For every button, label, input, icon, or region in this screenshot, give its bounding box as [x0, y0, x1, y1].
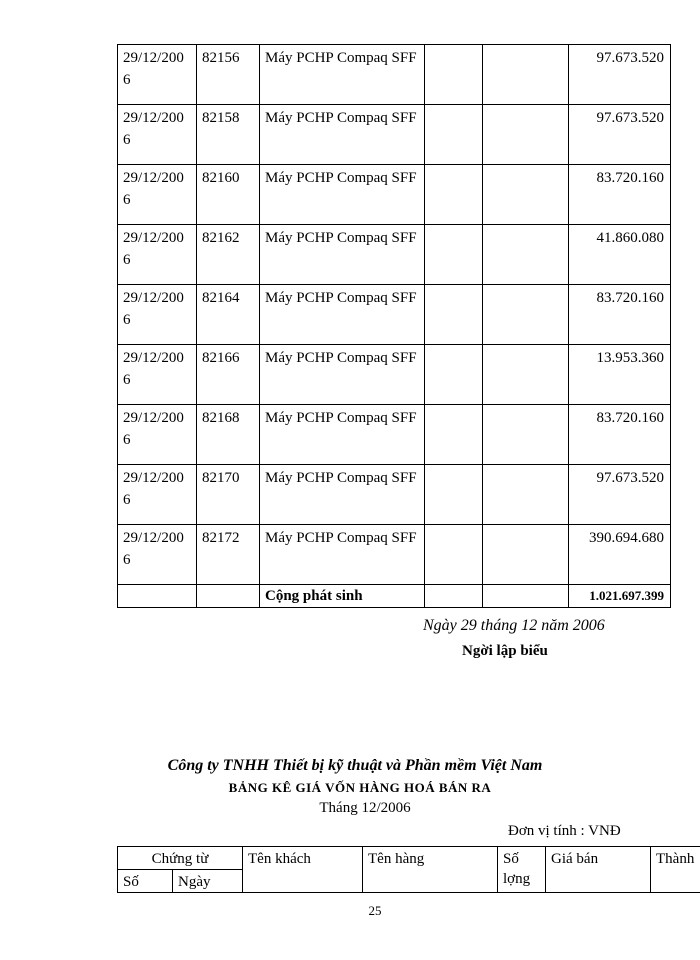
row-col4 [425, 45, 483, 105]
company-name: Công ty TNHH Thiết bị kỹ thuật và Phần mềm Việt Nam [167, 757, 543, 774]
row-col5 [483, 225, 569, 285]
table-row [118, 345, 671, 405]
table-row [118, 165, 671, 225]
header-voucher-date: Ngày [173, 870, 243, 893]
row-amount: 83.720.160 [569, 405, 671, 465]
row-col4 [425, 105, 483, 165]
row-date: 29/12/2006 [118, 525, 197, 585]
total-cell-empty [118, 585, 197, 608]
header-quantity-bottom: lợng [503, 871, 531, 887]
row-col5 [483, 45, 569, 105]
report-month: Tháng 12/2006 [319, 800, 411, 816]
row-col4 [425, 525, 483, 585]
row-description: Máy PCHP Compaq SFF [260, 45, 425, 105]
ledger-body [118, 45, 671, 585]
header-customer: Tên khách [243, 847, 363, 893]
row-number: 82170 [197, 465, 260, 525]
signature-title: Ngời lập biểu [462, 643, 548, 659]
row-col4 [425, 345, 483, 405]
row-amount: 83.720.160 [569, 285, 671, 345]
row-col4 [425, 225, 483, 285]
table-row [118, 105, 671, 165]
row-col4 [425, 165, 483, 225]
row-amount: 390.694.680 [569, 525, 671, 585]
row-date: 29/12/2006 [118, 105, 197, 165]
total-cell-empty [425, 585, 483, 608]
row-number: 82162 [197, 225, 260, 285]
row-description: Máy PCHP Compaq SFF [260, 525, 425, 585]
row-col4 [425, 405, 483, 465]
row-number: 82164 [197, 285, 260, 345]
row-description: Máy PCHP Compaq SFF [260, 285, 425, 345]
row-number: 82166 [197, 345, 260, 405]
row-amount: 97.673.520 [569, 465, 671, 525]
cost-table-header [117, 846, 700, 893]
header-quantity-top: Số [503, 851, 519, 867]
row-amount: 13.953.360 [569, 345, 671, 405]
total-row [118, 585, 671, 608]
row-description: Máy PCHP Compaq SFF [260, 345, 425, 405]
row-number: 82168 [197, 405, 260, 465]
row-amount: 97.673.520 [569, 105, 671, 165]
row-description: Máy PCHP Compaq SFF [260, 225, 425, 285]
row-col5 [483, 525, 569, 585]
total-cell-empty [483, 585, 569, 608]
table-row [118, 465, 671, 525]
header-voucher: Chứng từ [118, 847, 243, 870]
row-date: 29/12/2006 [118, 285, 197, 345]
row-date: 29/12/2006 [118, 165, 197, 225]
header-row-1 [118, 847, 700, 870]
row-amount: 83.720.160 [569, 165, 671, 225]
row-date: 29/12/2006 [118, 465, 197, 525]
header-goods: Tên hàng [363, 847, 498, 893]
report-title: BẢNG KÊ GIÁ VỐN HÀNG HOÁ BÁN RA [228, 780, 492, 795]
total-label: Cộng phát sinh [260, 585, 425, 608]
table-row [118, 285, 671, 345]
header-voucher-no: Số [118, 870, 173, 893]
page-number: 25 [368, 903, 382, 918]
table-row [118, 405, 671, 465]
table-row [118, 525, 671, 585]
signature-date: Ngày 29 tháng 12 năm 2006 [423, 617, 605, 634]
row-col4 [425, 285, 483, 345]
row-description: Máy PCHP Compaq SFF [260, 465, 425, 525]
table-row [118, 45, 671, 105]
row-date: 29/12/2006 [118, 345, 197, 405]
row-date: 29/12/2006 [118, 405, 197, 465]
table-row [118, 225, 671, 285]
row-amount: 41.860.080 [569, 225, 671, 285]
row-col4 [425, 465, 483, 525]
row-col5 [483, 285, 569, 345]
row-col5 [483, 165, 569, 225]
row-col5 [483, 345, 569, 405]
currency-unit: Đơn vị tính : VNĐ [508, 823, 621, 839]
row-number: 82160 [197, 165, 260, 225]
row-description: Máy PCHP Compaq SFF [260, 105, 425, 165]
row-number: 82158 [197, 105, 260, 165]
ledger-table [117, 44, 671, 608]
row-date: 29/12/2006 [118, 45, 197, 105]
row-number: 82156 [197, 45, 260, 105]
row-number: 82172 [197, 525, 260, 585]
row-description: Máy PCHP Compaq SFF [260, 165, 425, 225]
row-col5 [483, 105, 569, 165]
total-cell-empty [197, 585, 260, 608]
header-amount: Thành [651, 847, 700, 893]
row-col5 [483, 405, 569, 465]
row-date: 29/12/2006 [118, 225, 197, 285]
header-quantity [498, 847, 546, 893]
row-amount: 97.673.520 [569, 45, 671, 105]
row-description: Máy PCHP Compaq SFF [260, 405, 425, 465]
header-price: Giá bán [546, 847, 651, 893]
row-col5 [483, 465, 569, 525]
total-amount: 1.021.697.399 [569, 585, 671, 608]
